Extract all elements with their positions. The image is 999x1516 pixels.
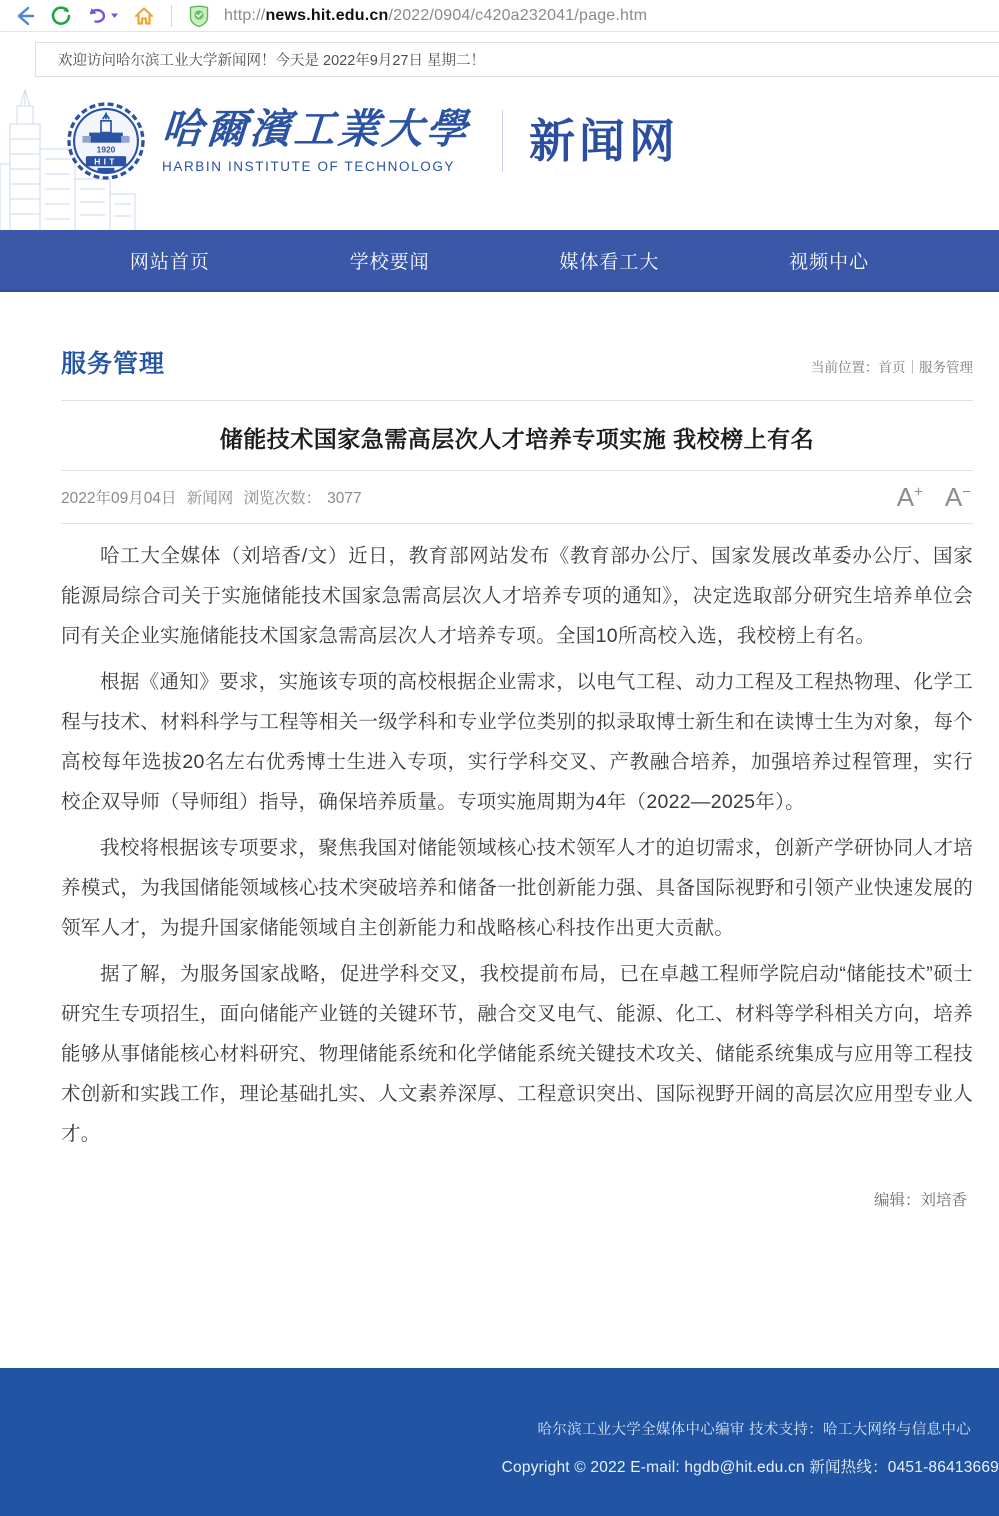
main-nav [0, 230, 999, 292]
site-footer [0, 1368, 999, 1516]
url-path: /2022/0904/c420a232041/page.htm [388, 6, 648, 24]
undo-icon[interactable] [86, 5, 108, 27]
footer-credits: 哈尔滨工业大学全媒体中心编审 技术支持：哈工大网络与信息中心 [537, 1421, 971, 1438]
section-header-row [61, 344, 973, 380]
url-host: news.hit.edu.cn [265, 6, 389, 24]
font-increase-button[interactable]: A+ [896, 482, 923, 512]
address-bar[interactable] [224, 7, 647, 25]
nav-item-media-view[interactable]: 媒体看工大 [559, 251, 660, 273]
nav-item-video-center[interactable]: 视频中心 [789, 251, 870, 273]
article-paragraph: 据了解，为服务国家战略，促进学科交叉，我校提前布局，已在卓越工程师学院启动“储能技术”硕士研究生专项招生，面向储能产业链的关键环节，融合交叉电气、能源、化工、材料等学科相关方向，培养能够从事储能核心材料研究、物理储能系统和化学储能系统关键技术攻关、储能系统集成与应用等工程技术创新和实践工作，理论基础扎实、人文素养深厚、工程意识突出、国际视野开阔的高层次应用型专业人才。 [61, 963, 973, 1145]
hit-emblem-icon [64, 99, 148, 183]
footer-copyright: Copyright © 2022 E-mail: hgdb@hit.edu.cn 新闻热线：0451-86413669 [501, 1458, 999, 1476]
welcome-bar [35, 42, 999, 77]
font-decrease-button[interactable]: A− [944, 482, 971, 512]
university-name-cn: 哈爾濱工業大學 [160, 105, 472, 154]
url-scheme: http:// [224, 6, 266, 24]
logo-row[interactable] [64, 99, 679, 183]
undo-control[interactable] [86, 5, 119, 27]
university-names [160, 105, 472, 174]
nav-item-home[interactable]: 网站首页 [129, 251, 210, 273]
article-source: 新闻网 [186, 490, 234, 507]
views-label: 浏览次数： [243, 490, 322, 507]
font-size-controls [897, 484, 971, 510]
emblem-year: 1920 [96, 144, 116, 155]
breadcrumb-home-link[interactable]: 首页 [878, 360, 906, 375]
article-paragraph: 根据《通知》要求，实施该专项的高校根据企业需求，以电气工程、动力工程及工程热物理、化学工程与技术、材料科学与工程等相关一级学科和专业学位类别的拟录取博士新生和在读博士生为对象，每个高校每年选拔20名左右优秀博士生进入专项，实行学科交叉、产教融合培养，加强培养过程管理，实行校企双导师（导师组）指导，确保培养质量。专项实施周期为4年（2022—2025年）。 [61, 671, 973, 813]
university-name-en: HARBIN INSTITUTE OF TECHNOLOGY [162, 158, 456, 174]
section-title: 服务管理 [61, 350, 166, 378]
logo-divider [502, 110, 503, 172]
article-meta [61, 486, 368, 508]
site-name: 新闻网 [529, 115, 679, 167]
editor-credit: 编辑：刘培香 [873, 1192, 967, 1209]
undo-dropdown-icon[interactable] [110, 7, 119, 25]
views-count: 3077 [327, 490, 362, 507]
toolbar-divider [171, 5, 172, 27]
breadcrumb-label: 当前位置： [811, 360, 879, 375]
security-shield-icon[interactable] [188, 5, 210, 27]
home-icon[interactable] [133, 5, 155, 27]
site-header [0, 77, 999, 230]
article-paragraph: 哈工大全媒体（刘培香/文）近日，教育部网站发布《教育部办公厅、国家发展改革委办公厅、国家能源局综合司关于实施储能技术国家急需高层次人才培养专项的通知》，决定选取部分研究生培养单位会同有关企业实施储能技术国家急需高层次人才培养专项。全国10所高校入选，我校榜上有名。 [61, 545, 973, 647]
article-paragraph: 我校将根据该专项要求，聚焦我国对储能领域核心技术领军人才的迫切需求，创新产学研协同人才培养模式，为我国储能领域核心技术突破培养和储备一批创新能力强、具备国际视野和引领产业快速发展的领军人才，为提升国家储能领域自主创新能力和战略核心科技作出更大贡献。 [61, 837, 973, 939]
emblem-hit-label: HIT [94, 156, 118, 167]
page-top-gap [0, 32, 999, 42]
breadcrumb-current: 服务管理 [919, 360, 973, 375]
article-meta-row [61, 471, 973, 523]
reload-icon[interactable] [50, 5, 72, 27]
browser-toolbar [0, 0, 999, 32]
back-icon[interactable] [14, 5, 36, 27]
welcome-text: 欢迎访问哈尔滨工业大学新闻网！今天是 2022年9月27日 星期二！ [58, 53, 486, 69]
nav-item-school-news[interactable]: 学校要闻 [349, 251, 430, 273]
article-title: 储能技术国家急需高层次人才培养专项实施 我校榜上有名 [219, 426, 815, 452]
main-content [35, 292, 999, 1368]
breadcrumb-separator: ｜ [905, 360, 919, 375]
divider-top [61, 400, 973, 401]
divider-under-meta [61, 523, 973, 524]
article-body [61, 536, 973, 1154]
breadcrumb [811, 356, 973, 376]
article-date: 2022年09月04日 [61, 490, 177, 507]
